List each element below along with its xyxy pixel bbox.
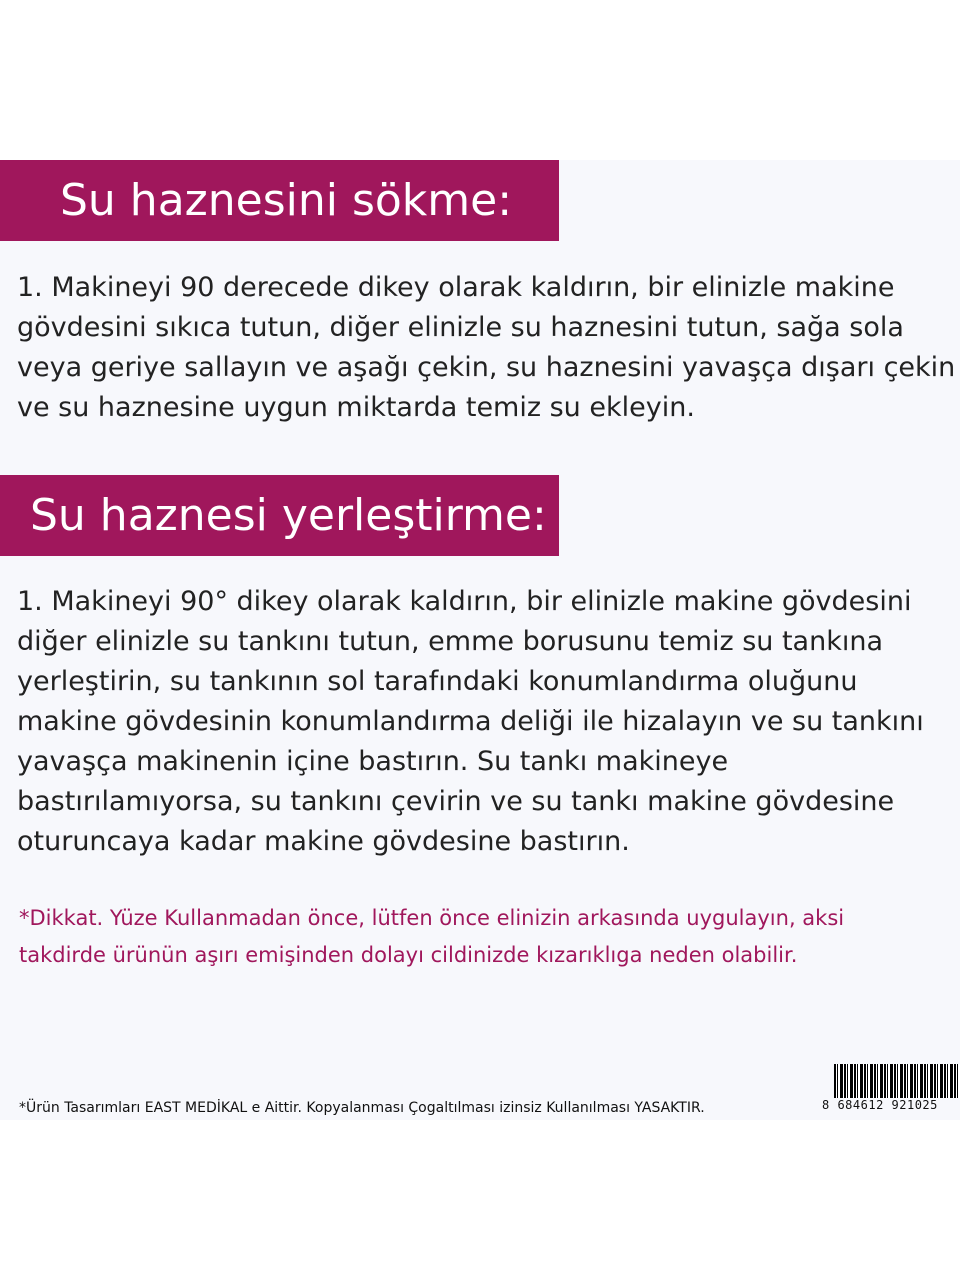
text-line: 1. Makineyi 90° dikey olarak kaldırın, bir elinizle makine gövdesini	[17, 586, 912, 617]
section-title: Su haznesi yerleştirme:	[30, 490, 547, 541]
section-header-installation	[0, 475, 559, 556]
text-line: gövdesini sıkıca tutun, diğer elinizle su haznesini tutun, sağa sola	[17, 312, 904, 343]
barcode	[822, 1064, 960, 1114]
warning-note	[19, 900, 844, 974]
removal-instructions	[17, 268, 955, 428]
section-header-removal	[0, 160, 559, 241]
section-title: Su haznesini sökme:	[60, 175, 513, 226]
text-line: yerleştirin, su tankının sol tarafındaki konumlandırma oluğunu	[17, 666, 858, 697]
text-line: oturuncaya kadar makine gövdesine bastırın.	[17, 826, 630, 857]
installation-instructions	[17, 582, 924, 862]
text-line: makine gövdesinin konumlandırma deliği ile hizalayın ve su tankını	[17, 706, 924, 737]
text-line: 1. Makineyi 90 derecede dikey olarak kaldırın, bir elinizle makine	[17, 272, 895, 303]
text-line: veya geriye sallayın ve aşağı çekin, su haznesini yavaşça dışarı çekin	[17, 352, 956, 383]
copyright-notice: *Ürün Tasarımları EAST MEDİKAL e Aittir. Kopyalanması Çogaltılması izinsiz Kullanılması YASAKTIR.	[19, 1100, 705, 1116]
text-line: *Dikkat. Yüze Kullanmadan önce, lütfen önce elinizin arkasında uygulayın, aksi	[19, 906, 845, 930]
text-line: takdirde ürünün aşırı emişinden dolayı cildinizde kızarıklıga neden olabilir.	[19, 943, 798, 967]
text-line: diğer elinizle su tankını tutun, emme borusunu temiz su tankına	[17, 626, 884, 657]
barcode-number: 8 684612 921025	[822, 1098, 938, 1112]
text-line: ve su haznesine uygun miktarda temiz su ekleyin.	[17, 392, 695, 423]
text-line: yavaşça makinenin içine bastırın. Su tankı makineye	[17, 746, 729, 777]
text-line: bastırılamıyorsa, su tankını çevirin ve su tankı makine gövdesine	[17, 786, 895, 817]
barcode-bars	[834, 1064, 960, 1098]
